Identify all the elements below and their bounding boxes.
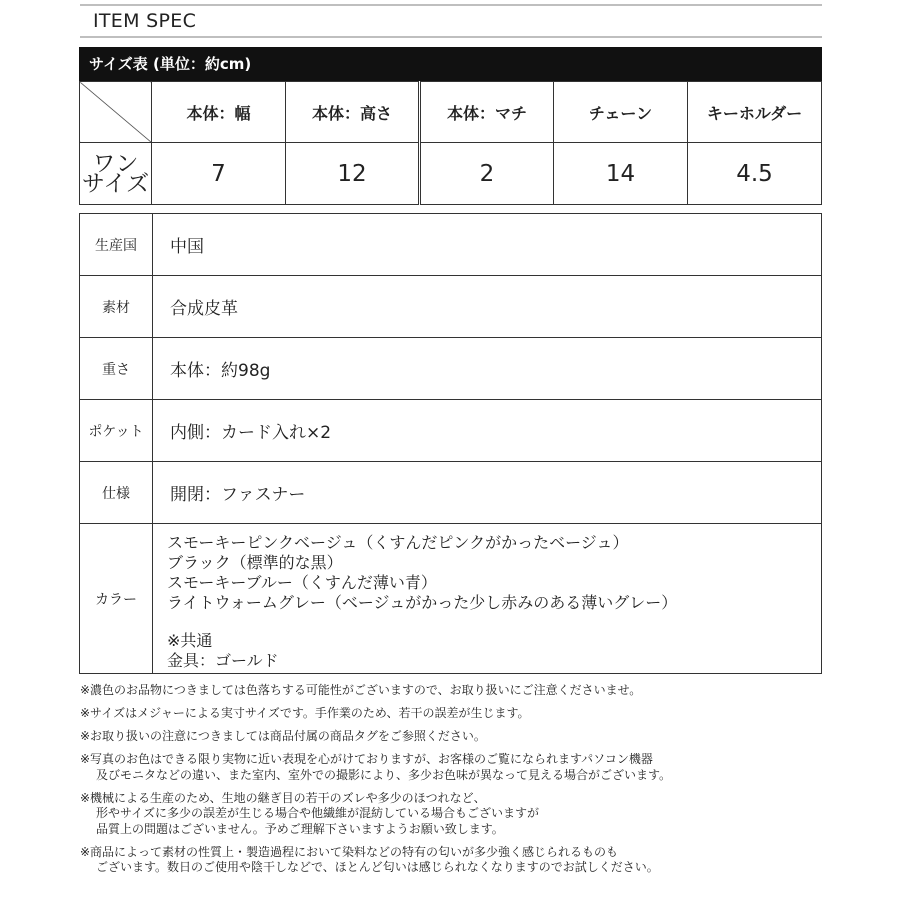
note-line: ※濃色のお品物につきましては色落ちする可能性がございますので、お取り扱いにご注意くださいませ。: [80, 683, 642, 697]
note-item: [80, 752, 820, 783]
spec-table: [79, 213, 822, 674]
value-gusset: 2: [420, 143, 554, 205]
note-line: ございます。数日のご使用や陰干しなどで、ほとんど匂いは感じられなくなりますのでお試しください。: [96, 860, 659, 874]
common-note: ※共通: [167, 631, 213, 650]
value-chain: 14: [554, 143, 688, 205]
size-table-title: サイズ表 (単位：約cm): [79, 47, 822, 81]
spec-row-weight: [80, 338, 822, 400]
note-line: ※お取り扱いの注意につきましては商品付属の商品タグをご参照ください。: [80, 729, 486, 743]
spec-row-spec: [80, 462, 822, 524]
value-keyholder: 4.5: [688, 143, 822, 205]
note-item: [80, 791, 820, 838]
spacer: [167, 613, 821, 631]
note-line: 形やサイズに多少の誤差が生じる場合や他繊維が混紡している場合もございますが: [96, 806, 540, 820]
note-line: ※機械による生産のため、生地の継ぎ目の若干のズレや多少のほつれなど、: [80, 790, 486, 805]
header-bottom-rule: [80, 36, 822, 38]
header-top-rule: [80, 4, 822, 6]
color-item: ライトウォームグレー（ベージュがかった少し赤みのある薄いグレー）: [167, 593, 678, 612]
color-value: [153, 524, 822, 674]
size-header-row: [80, 82, 822, 143]
weight-label: 重さ: [80, 338, 153, 400]
row-label-one-size: [80, 143, 152, 205]
col-header-keyholder: キーホルダー: [688, 82, 822, 143]
pocket-label: ポケット: [80, 400, 153, 462]
spec-row-material: [80, 276, 822, 338]
note-line: ※サイズはメジャーによる実寸サイズです。手作業のため、若干の誤差が生じます。: [80, 706, 530, 720]
material-value: 合成皮革: [153, 276, 822, 338]
col-header-gusset: 本体：マチ: [420, 82, 554, 143]
note-item: [80, 729, 820, 745]
note-line: 及びモニタなどの違い、また室内、室外での撮影により、多少お色味が異なって見える場合がございます。: [96, 767, 672, 782]
col-header-height: 本体：高さ: [286, 82, 420, 143]
material-label: 素材: [80, 276, 153, 338]
spec-row-pocket: [80, 400, 822, 462]
note-line: 品質上の問題はございません。予めご理解下さいますようお願い致します。: [96, 821, 504, 836]
notes-section: [80, 683, 820, 883]
spec-row-color: [80, 524, 822, 674]
pocket-value: 内側：カード入れ×2: [153, 400, 822, 462]
spec-value: 開閉：ファスナー: [153, 462, 822, 524]
note-item: [80, 683, 820, 699]
row-label-line1: ワン: [92, 150, 139, 177]
spec-label: 仕様: [80, 462, 153, 524]
note-item: [80, 706, 820, 722]
note-item: [80, 845, 820, 876]
col-header-chain: チェーン: [554, 82, 688, 143]
section-title: ITEM SPEC: [93, 10, 197, 32]
color-item: スモーキーブルー（くすんだ薄い青）: [167, 573, 437, 592]
color-label: カラー: [80, 524, 153, 674]
hardware-value: 金具：ゴールド: [167, 651, 279, 670]
weight-value: 本体：約98g: [153, 338, 822, 400]
corner-cell: [80, 82, 152, 143]
note-line: ※写真のお色はできる限り実物に近い表現を心がけておりますが、お客様のご覧になられますパソコン機器: [80, 752, 653, 766]
col-header-width: 本体：幅: [152, 82, 286, 143]
spec-row-origin: [80, 214, 822, 276]
size-value-row: [80, 143, 822, 205]
origin-label: 生産国: [80, 214, 153, 276]
note-line: ※商品によって素材の性質上・製造過程において染料などの特有の匂いが多少強く感じられるものも: [80, 844, 619, 859]
origin-value: 中国: [153, 214, 822, 276]
row-label-line2: サイズ: [81, 170, 150, 197]
color-item: ブラック（標準的な黒）: [167, 553, 343, 572]
value-height: 12: [286, 143, 420, 205]
size-table: [79, 81, 822, 205]
color-item: スモーキーピンクベージュ（くすんだピンクがかったベージュ）: [167, 533, 629, 552]
value-width: 7: [152, 143, 286, 205]
